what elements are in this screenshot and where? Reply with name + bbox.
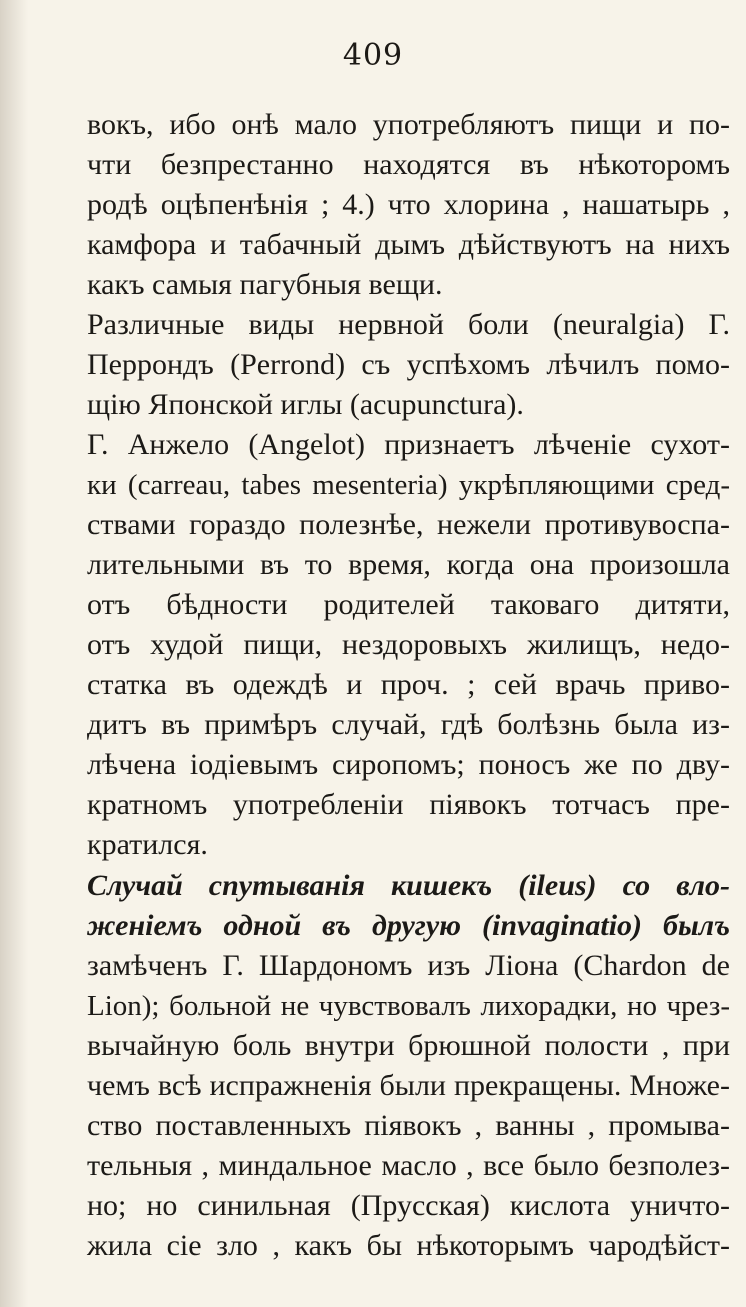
text-line: ки (carreau, tabes mesenteria) укрѣпляющими сред- <box>87 469 730 501</box>
text-line: тельныя , миндальное масло , все было безполез- <box>87 1149 730 1182</box>
text-line: дитъ въ примѣръ случай, гдѣ болѣзнь была из- <box>87 708 730 741</box>
text-line: какъ самыя пагубныя вещи. <box>87 268 443 301</box>
text-line: ство поставленныхъ піявокъ , ванны , промыва- <box>87 1109 730 1142</box>
page-gutter-shadow <box>0 0 28 1307</box>
text-line-italic: женіемъ одной въ другую (invaginatio) былъ <box>87 909 730 942</box>
text-line: камфора и табачный дымъ дѣйствуютъ на нихъ <box>87 228 730 261</box>
text-line: ствами гораздо полезнѣе, нежели противувоспа- <box>87 508 730 541</box>
page-number: 409 <box>342 38 404 73</box>
text-line: Lion); больной не чувствовалъ лихорадки, но чрез- <box>87 990 730 1022</box>
text-line: замѣченъ Г. Шардономъ изъ Ліона (Chardon de <box>87 949 730 982</box>
text-line: Различные виды нервной боли (neuralgia) Г. <box>87 308 730 341</box>
text-line: кратномъ употребленіи піявокъ тотчасъ пре- <box>87 788 730 821</box>
text-line: статка въ одеждѣ и проч. ; сей врачь приво- <box>87 668 730 701</box>
text-line: Г. Анжело (Angelot) признаетъ лѣченіе сухот- <box>87 428 730 461</box>
text-line: лительными въ то время, когда она произошла <box>87 548 730 581</box>
text-line: лѣчена іодіевымъ сиропомъ; поносъ же по дву- <box>87 748 730 781</box>
text-line: жила сіе зло , какъ бы нѣкоторымъ чародѣйст- <box>87 1229 730 1262</box>
text-line: чемъ всѣ испражненія были прекращены. Множе- <box>87 1069 730 1102</box>
text-line: кратился. <box>87 828 208 861</box>
text-line: отъ худой пищи, нездоровыхъ жилищъ, недо- <box>87 628 730 661</box>
text-line: но; но синильная (Прусская) кислота уничто- <box>87 1189 730 1222</box>
text-line: отъ бѣдности родителей таковаго дитяти, <box>87 588 730 621</box>
text-line: чти безпрестанно находятся въ нѣкоторомъ <box>87 148 730 181</box>
text-line: вычайную боль внутри брюшной полости , при <box>87 1029 730 1062</box>
text-line: Перрондъ (Perrond) съ успѣхомъ лѣчилъ помо- <box>87 348 730 381</box>
text-line: щію Японской иглы (acupunctura). <box>87 388 524 421</box>
text-line: вокъ, ибо онѣ мало употребляютъ пищи и по- <box>87 108 730 141</box>
text-line: родѣ оцѣпенѣнія ; 4.) что хлорина , нашатырь , <box>87 188 730 221</box>
text-line-italic: Случай спутыванія кишекъ (ileus) со вло- <box>87 869 730 902</box>
